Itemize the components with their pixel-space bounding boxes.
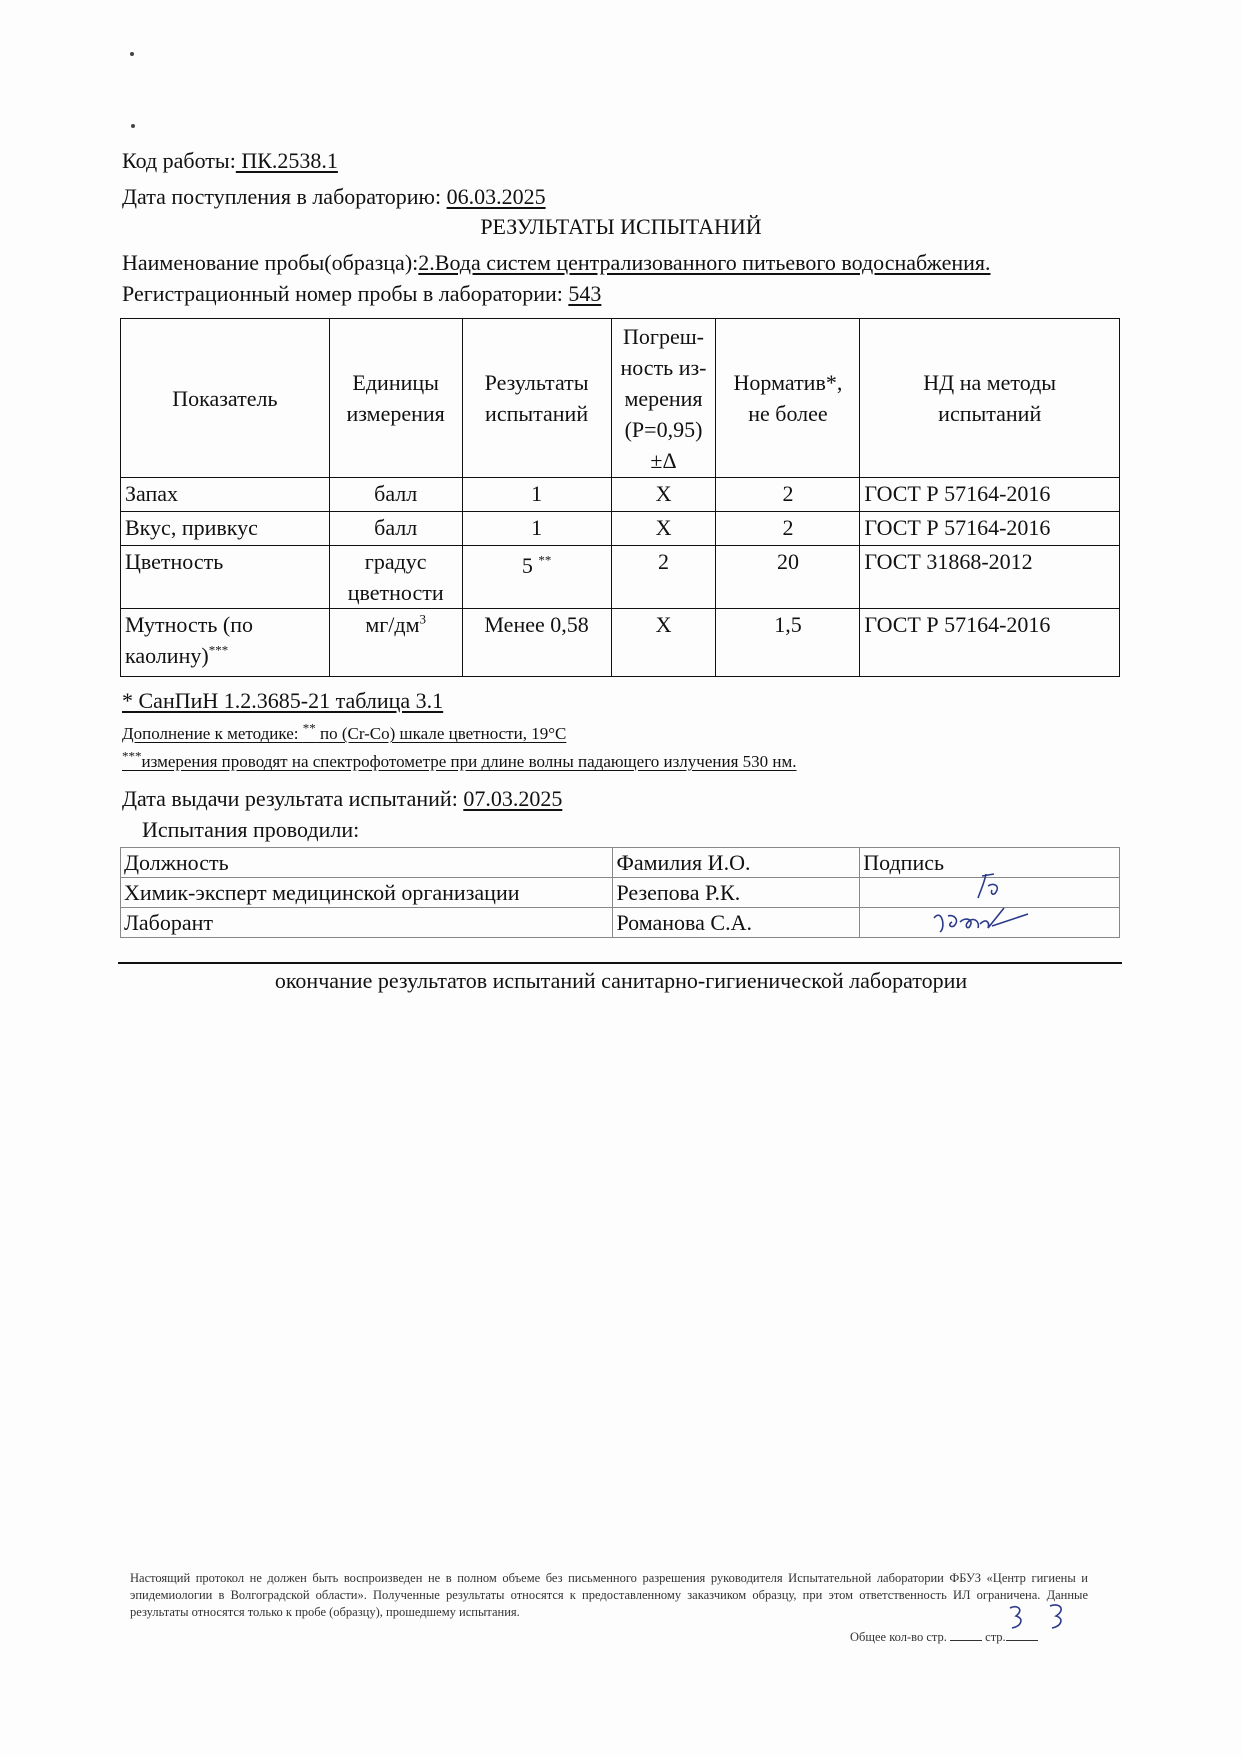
results-table xyxy=(120,318,1120,677)
header-method xyxy=(860,319,1120,478)
cell-indicator xyxy=(121,609,330,677)
ending-text: окончание результатов испытаний санитарно-гигиенической лаборатории xyxy=(274,968,968,993)
signature-image xyxy=(920,868,1060,948)
cell-method: ГОСТ Р 57164-2016 xyxy=(860,512,1120,546)
page-blank xyxy=(1006,1640,1038,1641)
header-error-line: (Р=0,95) xyxy=(624,416,703,442)
cell-norm: 2 xyxy=(716,478,860,512)
header-signature: Подпись xyxy=(860,848,1120,878)
work-code xyxy=(122,148,338,174)
cell-result: Менее 0,58 xyxy=(462,609,611,677)
header-method-line: НД на методы xyxy=(923,370,1057,395)
cell-units xyxy=(329,609,462,677)
addendum-prefix: Дополнение к методике: xyxy=(122,724,303,743)
cell-norm: 2 xyxy=(716,512,860,546)
header-method-line: испытаний xyxy=(938,401,1042,426)
measurement-text: измерения проводят на спектрофотометре при длине волны падающего излучения 530 нм. xyxy=(141,752,797,771)
header-units: Единицы измерения xyxy=(329,319,462,478)
scan-mark xyxy=(130,52,134,56)
cell-result xyxy=(462,546,611,609)
cell-units: балл xyxy=(329,478,462,512)
work-code-label: Код работы: xyxy=(122,148,236,173)
measurement-sup: *** xyxy=(122,748,142,764)
results-header-row xyxy=(121,319,1120,478)
table-row xyxy=(121,512,1120,546)
table-row xyxy=(121,546,1120,609)
header-error xyxy=(611,319,716,478)
table-row xyxy=(121,478,1120,512)
sanpin-footnote: * СанПиН 1.2.3685-21 таблица 3.1 xyxy=(122,688,444,713)
cell-indicator-text: каолину) xyxy=(125,643,209,668)
header-error-line: мерения xyxy=(624,385,703,411)
cell-units: балл xyxy=(329,512,462,546)
cell-norm: 20 xyxy=(716,546,860,609)
issue-date xyxy=(122,786,562,812)
document-title: РЕЗУЛЬТАТЫ ИСПЫТАНИЙ xyxy=(480,214,762,239)
conducted-by: Испытания проводили: xyxy=(142,817,360,842)
cell-units-sup: 3 xyxy=(419,611,427,627)
header-norm xyxy=(716,319,860,478)
scan-mark xyxy=(131,124,135,128)
registration-number xyxy=(122,281,601,307)
total-pages-label: Общее кол-во стр. xyxy=(850,1630,947,1644)
cell-result-sup: ** xyxy=(538,552,552,568)
cell-position: Химик-эксперт медицинской организации xyxy=(121,878,613,908)
sample-name xyxy=(122,250,991,276)
header-result: Результаты испытаний xyxy=(462,319,611,478)
sample-label: Наименование пробы(образца): xyxy=(122,250,419,275)
cell-result: 1 xyxy=(462,512,611,546)
table-row xyxy=(121,609,1120,677)
cell-indicator-line xyxy=(125,640,325,671)
divider xyxy=(118,962,1122,964)
cell-error: Х xyxy=(611,478,716,512)
disclaimer: Настоящий протокол не должен быть воспроизведен не в полном объеме без письменного разрешения руководителя Испытательной лаборатории ФБУЗ «Центр гигиены и эпидемиологии в Волгоградской области». Полученные результаты относятся к предоставленному заказчиком образцу, при этом ответственность ИЛ ограничена. Данные результаты относятся только к пробе (образцу), прошедшему испытания. xyxy=(130,1571,1088,1619)
cell-method: ГОСТ Р 57164-2016 xyxy=(860,609,1120,677)
cell-indicator: Вкус, привкус xyxy=(121,512,330,546)
header-error-line: Погреш- xyxy=(623,323,704,349)
addendum-text: по (Cr-Co) шкале цветности, 19°С xyxy=(315,724,567,743)
measurement-footnote xyxy=(122,748,797,772)
reg-label: Регистрационный номер пробы в лаборатории: xyxy=(122,281,569,306)
total-pages-blank xyxy=(950,1640,982,1641)
issue-value: 07.03.2025 xyxy=(463,786,563,811)
sample-value: 2.Вода систем централизованного питьевого водоснабжения. xyxy=(418,250,991,275)
cell-indicator: Запах xyxy=(121,478,330,512)
cell-result: 1 xyxy=(462,478,611,512)
cell-indicator-line: Мутность (по xyxy=(125,612,253,637)
header-position: Должность xyxy=(121,848,613,878)
cell-position: Лаборант xyxy=(121,908,613,938)
cell-units xyxy=(329,546,462,609)
cell-method: ГОСТ Р 57164-2016 xyxy=(860,478,1120,512)
page-label: стр. xyxy=(985,1630,1006,1644)
received-label: Дата поступления в лабораторию: xyxy=(122,184,447,209)
header-norm-line: не более xyxy=(748,401,828,426)
header-norm-line: Норматив*, xyxy=(733,370,843,395)
cell-name: Резепова Р.К. xyxy=(613,878,860,908)
cell-norm: 1,5 xyxy=(716,609,860,677)
page-number-handwriting xyxy=(1000,1600,1130,1640)
header-indicator: Показатель xyxy=(121,319,330,478)
cell-indicator: Цветность xyxy=(121,546,330,609)
reg-value: 543 xyxy=(568,281,602,306)
cell-units-line: цветности xyxy=(347,580,444,605)
cell-method: ГОСТ 31868-2012 xyxy=(860,546,1120,609)
header-error-line: ность из- xyxy=(620,354,707,380)
cell-error: Х xyxy=(611,512,716,546)
cell-indicator-sup: *** xyxy=(208,642,229,658)
issue-label: Дата выдачи результата испытаний: xyxy=(122,786,464,811)
header-name: Фамилия И.О. xyxy=(613,848,860,878)
received-value: 06.03.2025 xyxy=(446,184,546,209)
cell-error: 2 xyxy=(611,546,716,609)
addendum-sup: ** xyxy=(302,720,316,736)
header-error-line: ±Δ xyxy=(650,447,677,473)
cell-units-value: мг/дм xyxy=(365,612,420,637)
cell-units-line: градус xyxy=(364,549,427,574)
cell-result-value: 5 xyxy=(521,553,533,578)
work-code-value: ПК.2538.1 xyxy=(235,148,338,173)
cell-name: Романова С.А. xyxy=(613,908,860,938)
addendum-footnote xyxy=(122,720,567,744)
received-date xyxy=(122,184,546,210)
cell-error: Х xyxy=(611,609,716,677)
